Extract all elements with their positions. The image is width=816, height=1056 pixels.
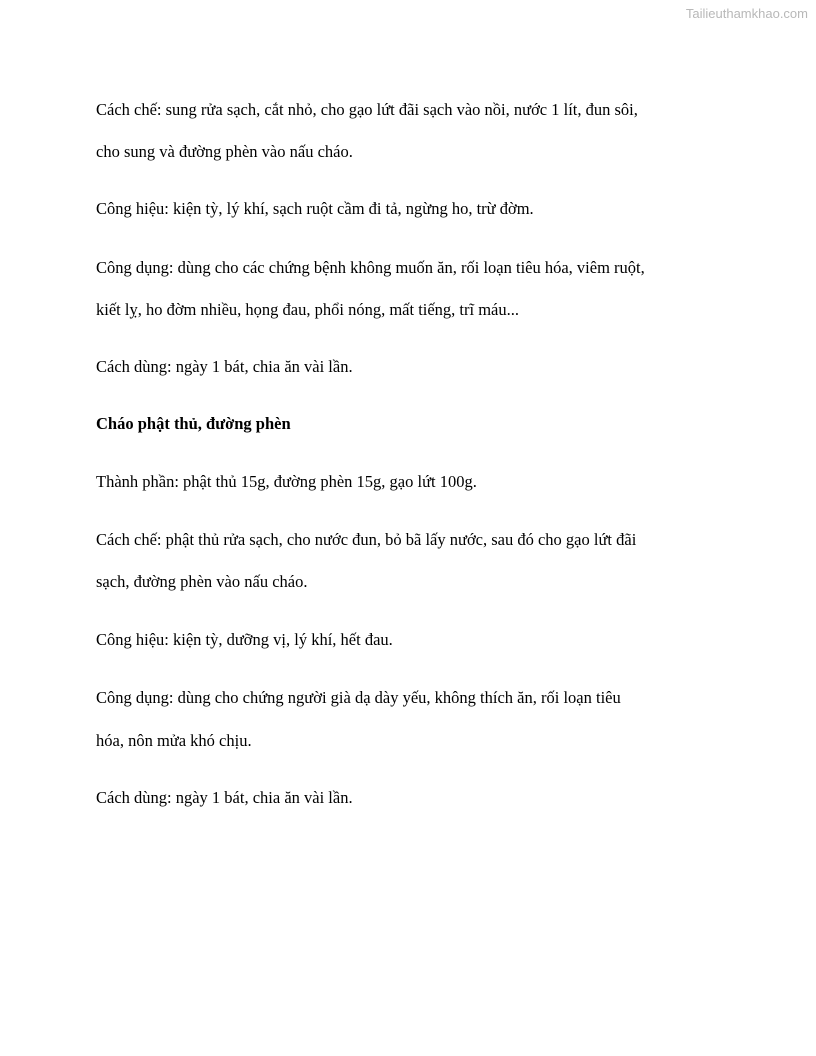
paragraph-line: Công hiệu: kiện tỳ, lý khí, sạch ruột cầm đi tả, ngừng ho, trừ đờm. [96,199,534,218]
paragraph-line: Cách dùng: ngày 1 bát, chia ăn vài lần. [96,357,353,376]
paragraph-line: hóa, nôn mửa khó chịu. [96,731,252,750]
paragraph-line: Thành phần: phật thủ 15g, đường phèn 15g, gạo lứt 100g. [96,472,477,491]
paragraph-line: cho sung và đường phèn vào nấu cháo. [96,142,353,161]
paragraph-line: Công dụng: dùng cho chứng người già dạ dày yếu, không thích ăn, rối loạn tiêu [96,688,621,707]
paragraph-line: Cách dùng: ngày 1 bát, chia ăn vài lần. [96,788,353,807]
paragraph-line: Công hiệu: kiện tỳ, dưỡng vị, lý khí, hết đau. [96,630,393,649]
paragraph-line: kiết lỵ, ho đờm nhiều, họng đau, phổi nóng, mất tiếng, trĩ máu... [96,300,520,319]
paragraph-line: Công dụng: dùng cho các chứng bệnh không muốn ăn, rối loạn tiêu hóa, viêm ruột, [96,258,645,277]
paragraph-line: sạch, đường phèn vào nấu cháo. [96,572,308,591]
paragraph-line: Cách chế: sung rửa sạch, cắt nhỏ, cho gạo lứt đãi sạch vào nồi, nước 1 lít, đun sôi, [96,100,638,119]
section-heading: Cháo phật thủ, đường phèn [96,414,291,433]
watermark: Tailieuthamkhao.com [685,6,808,21]
paragraph-line: Cách chế: phật thủ rửa sạch, cho nước đun, bỏ bã lấy nước, sau đó cho gạo lứt đãi [96,530,637,549]
